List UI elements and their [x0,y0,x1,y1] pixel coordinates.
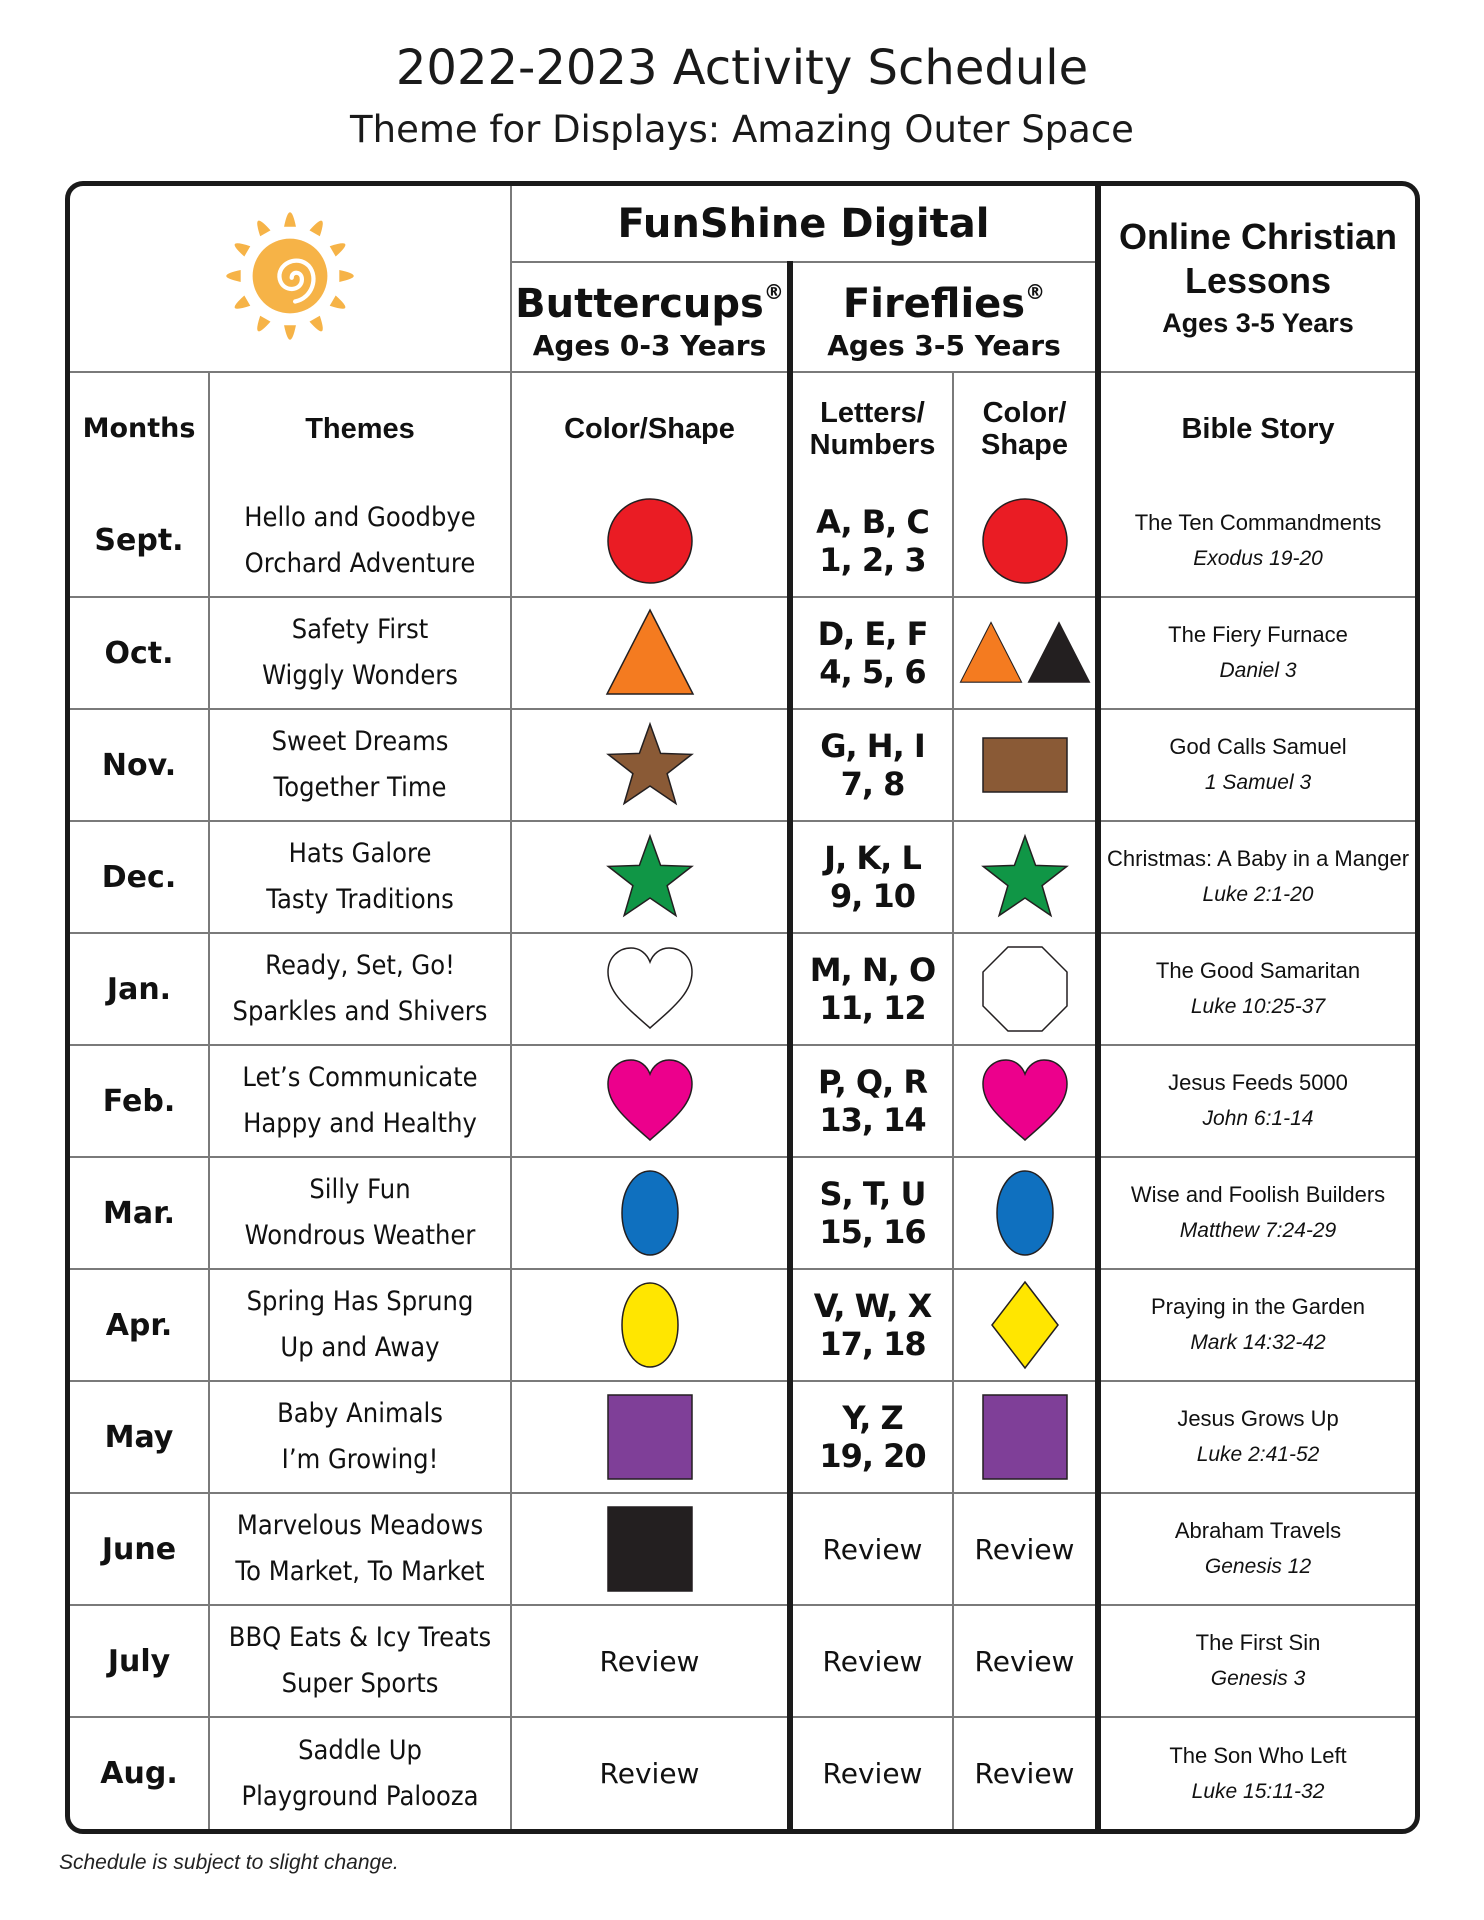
fireflies-ages: Ages 3-5 Years [827,329,1061,362]
purple-square-shape [980,1392,1070,1482]
theme-2: Together Time [273,772,447,803]
ff-shape-cell [953,1493,1098,1605]
bc-shape-cell [511,1157,790,1269]
numbers: 13, 14 [819,1101,926,1139]
col-bc-color-shape: Color/Shape [511,372,790,485]
bc-shape-cell [511,933,790,1045]
theme-1: Baby Animals [277,1398,443,1429]
story-title: God Calls Samuel [1169,734,1347,759]
review-text: Review [822,1644,923,1678]
table-row [70,1717,1415,1829]
letters: V, W, X [813,1287,932,1325]
brown-star-shape [605,720,695,810]
ff-shape-cell [953,709,1098,821]
pink-heart-shape [980,1056,1070,1146]
theme-1: Safety First [291,614,429,645]
bible-story-cell [1098,1157,1415,1269]
letters: A, B, C [816,502,929,541]
col-months: Months [70,372,209,485]
table-row [70,933,1415,1045]
ff-shape-cell [953,1605,1098,1717]
theme-1: Spring Has Sprung [246,1286,474,1317]
month-cell: Jan. [70,933,209,1045]
logo-cell [70,186,511,372]
online-header-cell [1098,186,1415,372]
white-heart-shape [605,944,695,1034]
themes-cell [209,1493,511,1605]
story-reference: John 6:1-14 [1202,1107,1314,1130]
themes-cell [209,1605,511,1717]
theme-2: Happy and Healthy [243,1108,477,1139]
theme-1: Ready, Set, Go! [265,950,455,981]
theme-2: Up and Away [280,1332,440,1363]
letters: S, T, U [819,1175,926,1213]
bible-story-cell [1098,709,1415,821]
white-octagon-shape [980,944,1070,1034]
letters: Y, Z [842,1399,903,1437]
ff-letters-cell [790,1045,953,1157]
review-text: Review [599,1644,700,1678]
story-reference: Genesis 3 [1210,1667,1306,1690]
review-text: Review [822,1532,923,1566]
yellow-oval-shape [605,1280,695,1370]
story-reference: Luke 2:41-52 [1196,1443,1320,1466]
ff-shape-cell [953,485,1098,597]
story-reference: Exodus 19-20 [1193,546,1323,570]
page-subtitle: Theme for Displays: Amazing Outer Space [350,108,1134,151]
table-row [70,709,1415,821]
ff-letters-cell [790,1269,953,1381]
pink-heart-shape [605,1056,695,1146]
themes-cell [209,485,511,597]
numbers: 9, 10 [829,877,916,915]
theme-1: Sweet Dreams [271,726,449,757]
blue-oval-shape [980,1168,1070,1258]
story-reference: Genesis 12 [1204,1555,1312,1578]
numbers: 11, 12 [819,989,926,1027]
ff-shape-cell [953,933,1098,1045]
ff-shape-cell [953,1269,1098,1381]
month-cell: June [70,1493,209,1605]
green-star-shape [605,832,695,922]
story-title: Wise and Foolish Builders [1130,1182,1386,1207]
theme-2: Wiggly Wonders [262,660,458,691]
table-row [70,1381,1415,1493]
month-cell: Mar. [70,1157,209,1269]
ff-letters-cell [790,485,953,597]
table-row [70,821,1415,933]
themes-cell [209,597,511,709]
table-row [70,597,1415,709]
letters: P, Q, R [817,1063,927,1101]
col-ff-color-shape: Color/ Shape [953,372,1098,485]
numbers: 15, 16 [819,1213,926,1251]
numbers: 1, 2, 3 [819,540,926,579]
ff-letters-cell [790,597,953,709]
month-cell: July [70,1605,209,1717]
letters: J, K, L [824,839,921,877]
bible-story-cell [1098,821,1415,933]
story-title: The Fiery Furnace [1168,622,1348,647]
review-text: Review [599,1757,700,1790]
schedule-table-frame [65,181,1420,1834]
story-reference: Matthew 7:24-29 [1179,1219,1337,1242]
month-cell: Oct. [70,597,209,709]
story-reference: Luke 2:1-20 [1202,883,1314,906]
letters: M, N, O [809,951,936,989]
purple-square-shape [605,1392,695,1482]
table-row [70,485,1415,597]
letters: D, E, F [817,615,928,653]
bc-shape-cell [511,485,790,597]
theme-2: Tasty Traditions [266,884,454,915]
table-row [70,1269,1415,1381]
bc-shape-cell [511,1269,790,1381]
month-cell: Aug. [70,1717,209,1829]
table-row [70,1157,1415,1269]
col-ff-letters: Letters/ Numbers [790,372,953,485]
bc-shape-cell [511,1381,790,1493]
numbers: 19, 20 [819,1437,926,1475]
bc-shape-cell [511,709,790,821]
black-triangle-shape [1027,615,1091,691]
orange-triangle-shape [959,615,1023,691]
month-cell: Feb. [70,1045,209,1157]
col-bible-story: Bible Story [1098,372,1415,485]
themes-cell [209,709,511,821]
story-reference: 1 Samuel 3 [1204,771,1312,794]
review-text: Review [974,1532,1075,1566]
online-title-line2: Lessons [1184,259,1332,301]
table-row [70,1605,1415,1717]
story-title: Praying in the Garden [1151,1294,1366,1319]
theme-2: I’m Growing! [281,1444,439,1475]
review-text: Review [974,1644,1075,1678]
month-cell: Dec. [70,821,209,933]
green-star-shape [980,832,1070,922]
ff-shape-cell [953,821,1098,933]
month-cell: Apr. [70,1269,209,1381]
bible-story-cell [1098,1717,1415,1829]
theme-1: Let’s Communicate [242,1062,478,1093]
red-circle-shape [980,496,1070,586]
schedule-rows [70,485,1415,1829]
ff-letters-cell [790,1493,953,1605]
themes-cell [209,1381,511,1493]
story-title: Jesus Feeds 5000 [1168,1070,1348,1095]
theme-1: Marvelous Meadows [236,1510,484,1541]
online-title-line1: Online Christian [1118,215,1398,257]
story-title: The Ten Commandments [1134,509,1382,535]
themes-cell [209,1157,511,1269]
bc-shape-cell [511,1605,790,1717]
red-circle-shape [605,496,695,586]
theme-1: BBQ Eats & Icy Treats [228,1622,492,1653]
story-title: The First Sin [1195,1630,1321,1655]
buttercups-ages: Ages 0-3 Years [532,329,767,362]
blue-oval-shape [605,1168,695,1258]
story-reference: Luke 10:25-37 [1190,995,1326,1018]
story-reference: Mark 14:32-42 [1190,1331,1326,1354]
bible-story-cell [1098,597,1415,709]
col-themes: Themes [209,372,511,485]
themes-cell [209,933,511,1045]
bible-story-cell [1098,1269,1415,1381]
buttercups-header [511,262,790,372]
theme-2: To Market, To Market [235,1556,485,1587]
bible-story-cell [1098,1493,1415,1605]
ff-shape-cell [953,1717,1098,1829]
month-cell: Sept. [70,485,209,597]
sun-icon [205,191,375,361]
column-header-row [70,372,1415,485]
story-reference: Luke 15:11-32 [1191,1779,1325,1803]
story-title: Christmas: A Baby in a Manger [1107,846,1410,871]
theme-1: Hello and Goodbye [244,501,476,533]
themes-cell [209,821,511,933]
page-title: 2022-2023 Activity Schedule [395,40,1089,96]
buttercups-title: Buttercups® [515,280,784,327]
header-row-brand [70,186,1415,262]
review-text: Review [822,1757,923,1790]
story-title: Jesus Grows Up [1177,1406,1339,1431]
ff-letters-cell [790,1605,953,1717]
theme-2: Super Sports [281,1668,439,1699]
themes-cell [209,1045,511,1157]
bc-shape-cell [511,597,790,709]
ff-letters-cell [790,1381,953,1493]
theme-1: Hats Galore [288,838,432,869]
table-row [70,1493,1415,1605]
brand-title: FunShine Digital [617,200,990,247]
schedule-table [70,186,1415,1829]
table-row [70,1045,1415,1157]
theme-2: Wondrous Weather [244,1220,476,1251]
ff-shape-cell [953,1381,1098,1493]
fireflies-header [790,262,1098,372]
theme-2: Playground Palooza [241,1780,479,1812]
review-text: Review [974,1757,1075,1790]
orange-triangle-shape [605,608,695,698]
yellow-diamond-shape [980,1280,1070,1370]
ff-letters-cell [790,709,953,821]
bc-shape-cell [511,821,790,933]
ff-letters-cell [790,1157,953,1269]
bible-story-cell [1098,933,1415,1045]
theme-2: Sparkles and Shivers [232,996,488,1027]
ff-letters-cell [790,821,953,933]
footnote: Schedule is subject to slight change. [59,1851,399,1874]
story-title: The Son Who Left [1169,1742,1347,1768]
bible-story-cell [1098,1381,1415,1493]
bible-story-cell [1098,485,1415,597]
bc-shape-cell [511,1717,790,1829]
ff-shape-cell [953,597,1098,709]
brand-cell [511,186,1098,262]
theme-1: Saddle Up [298,1734,422,1766]
month-cell: Nov. [70,709,209,821]
story-title: The Good Samaritan [1155,958,1361,983]
online-ages: Ages 3-5 Years [1162,307,1354,338]
themes-cell [209,1269,511,1381]
theme-2: Orchard Adventure [244,547,476,579]
story-reference: Daniel 3 [1219,659,1297,682]
black-square-shape [605,1504,695,1594]
ff-shape-cell [953,1045,1098,1157]
ff-letters-cell [790,1717,953,1829]
numbers: 17, 18 [819,1325,926,1363]
bible-story-cell [1098,1045,1415,1157]
themes-cell [209,1717,511,1829]
month-cell: May [70,1381,209,1493]
bc-shape-cell [511,1045,790,1157]
fireflies-title: Fireflies® [842,280,1046,327]
story-title: Abraham Travels [1174,1518,1342,1543]
numbers: 4, 5, 6 [819,653,926,691]
bible-story-cell [1098,1605,1415,1717]
theme-1: Silly Fun [309,1174,411,1205]
brown-rectangle-shape [980,720,1070,810]
ff-letters-cell [790,933,953,1045]
bc-shape-cell [511,1493,790,1605]
ff-shape-cell [953,1157,1098,1269]
numbers: 7, 8 [840,765,905,803]
letters: G, H, I [820,727,925,765]
